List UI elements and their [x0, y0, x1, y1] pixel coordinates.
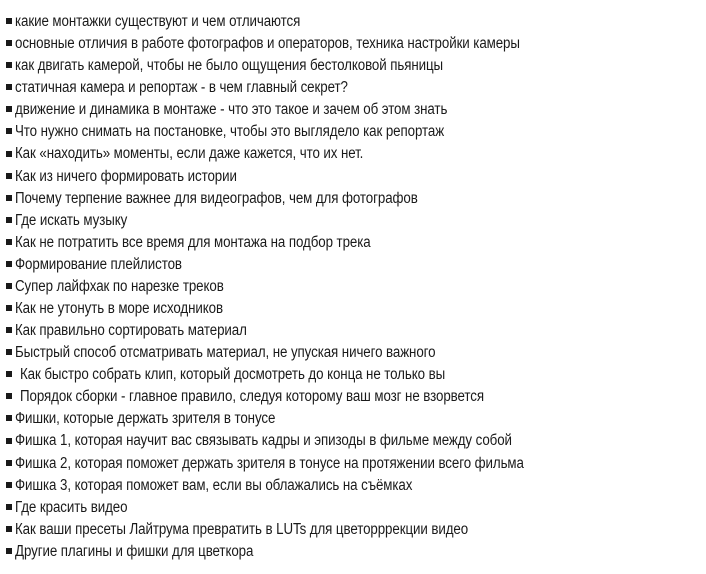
square-bullet-icon	[6, 239, 12, 245]
topic-list-document	[6, 11, 706, 563]
list-item-text: Быстрый способ отсматривать материал, не упуская ничего важного	[15, 344, 436, 362]
list-item	[6, 276, 706, 298]
list-item	[6, 77, 706, 99]
list-item-text: Как ваши пресеты Лайтрума превратить в LUTs для цветорррекции видео	[15, 520, 469, 538]
square-bullet-icon	[6, 415, 12, 421]
list-item	[6, 11, 706, 33]
square-bullet-icon	[6, 151, 12, 157]
square-bullet-icon	[6, 305, 12, 311]
list-item	[6, 33, 706, 55]
list-item-text: как двигать камерой, чтобы не было ощущения бестолковой пьяницы	[15, 57, 444, 75]
list-item	[6, 320, 706, 342]
square-bullet-icon	[6, 18, 12, 24]
list-item	[6, 188, 706, 210]
square-bullet-icon	[6, 283, 12, 289]
square-bullet-icon	[6, 128, 12, 134]
list-item	[6, 166, 706, 188]
list-item-text: движение и динамика в монтаже - что это такое и зачем об этом знать	[15, 101, 448, 119]
list-item-text: основные отличия в работе фотографов и операторов, техника настройки камеры	[15, 35, 520, 53]
square-bullet-icon	[6, 548, 12, 554]
list-item	[6, 121, 706, 143]
list-item	[6, 541, 706, 563]
list-item	[6, 519, 706, 541]
square-bullet-icon	[6, 526, 12, 532]
list-item	[6, 497, 706, 519]
list-item-text: Где искать музыку	[15, 211, 128, 229]
list-item	[6, 55, 706, 77]
list-item	[6, 210, 706, 232]
list-item-text: Где красить видео	[15, 498, 128, 516]
list-item-text: Как правильно сортировать материал	[15, 322, 247, 340]
list-item-text: Фишка 1, которая научит вас связывать кадры и эпизоды в фильме между собой	[15, 432, 512, 450]
list-item	[6, 408, 706, 430]
list-item	[6, 342, 706, 364]
list-item-text: статичная камера и репортаж - в чем главный секрет?	[15, 79, 348, 97]
list-item-text: Фишка 3, которая поможет вам, если вы облажались на съёмках	[15, 476, 413, 494]
topic-list	[6, 11, 706, 563]
square-bullet-icon	[6, 261, 12, 267]
square-bullet-icon	[6, 106, 12, 112]
list-item-text: Что нужно снимать на постановке, чтобы это выглядело как репортаж	[15, 123, 445, 141]
square-bullet-icon	[6, 40, 12, 46]
list-item-text: какие монтажки существуют и чем отличаются	[15, 13, 301, 30]
square-bullet-icon	[6, 62, 12, 68]
list-item	[6, 430, 706, 452]
list-item	[6, 364, 706, 386]
list-item	[6, 254, 706, 276]
square-bullet-icon	[6, 504, 12, 510]
square-bullet-icon	[6, 371, 12, 377]
list-item-text: Как не утонуть в море исходников	[15, 300, 223, 318]
square-bullet-icon	[6, 393, 12, 399]
list-item-text: Почему терпение важнее для видеографов, чем для фотографов	[15, 189, 418, 207]
square-bullet-icon	[6, 217, 12, 223]
list-item-text: Фишка 2, которая поможет держать зрителя в тонусе на протяжении всего фильма	[15, 454, 524, 472]
list-item-text: Другие плагины и фишки для цветкора	[15, 542, 254, 560]
list-item	[6, 298, 706, 320]
list-item-text: Как «находить» моменты, если даже кажется, что их нет.	[15, 145, 364, 163]
square-bullet-icon	[6, 173, 12, 179]
list-item	[6, 386, 706, 408]
square-bullet-icon	[6, 482, 12, 488]
square-bullet-icon	[6, 349, 12, 355]
square-bullet-icon	[6, 327, 12, 333]
square-bullet-icon	[6, 460, 12, 466]
square-bullet-icon	[6, 84, 12, 90]
list-item-text: Супер лайфхак по нарезке треков	[15, 277, 224, 295]
list-item	[6, 143, 706, 165]
square-bullet-icon	[6, 195, 12, 201]
list-item-text: Порядок сборки - главное правило, следуя которому ваш мозг не взорвется	[20, 388, 484, 406]
list-item-text: Как не потратить все время для монтажа на подбор трека	[15, 233, 371, 251]
list-item-text: Как из ничего формировать истории	[15, 167, 237, 185]
list-item-text: Как быстро собрать клип, который досмотреть до конца не только вы	[20, 366, 446, 384]
list-item	[6, 232, 706, 254]
list-item	[6, 475, 706, 497]
list-item-text: Фишки, которые держать зрителя в тонусе	[15, 410, 276, 428]
list-item	[6, 99, 706, 121]
square-bullet-icon	[6, 438, 12, 444]
list-item-text: Формирование плейлистов	[15, 255, 182, 273]
list-item	[6, 453, 706, 475]
